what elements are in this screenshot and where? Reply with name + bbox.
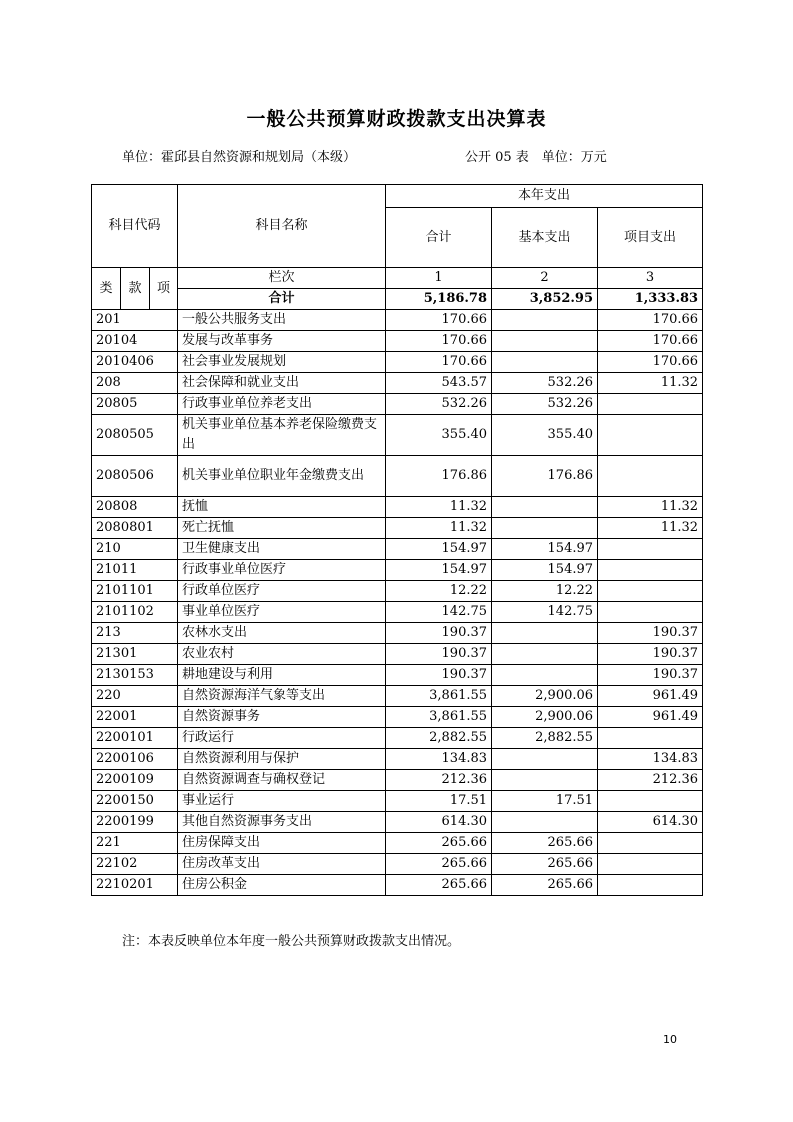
- row-project: [598, 415, 703, 456]
- header-subject-code: 科目代码: [92, 185, 178, 268]
- row-name: 社会保障和就业支出: [178, 373, 386, 394]
- table-row: [92, 623, 703, 644]
- row-basic: [492, 352, 598, 373]
- row-basic: 2,900.06: [492, 707, 598, 728]
- table-row: [92, 707, 703, 728]
- row-project: [598, 854, 703, 875]
- header-col3: 3: [598, 268, 703, 289]
- row-total: 134.83: [386, 749, 492, 770]
- header-col2: 2: [492, 268, 598, 289]
- row-basic: 12.22: [492, 581, 598, 602]
- row-total: 190.37: [386, 665, 492, 686]
- row-project: [598, 539, 703, 560]
- footnote: 注：本表反映单位本年度一般公共预算财政拨款支出情况。: [122, 934, 461, 949]
- row-total: 190.37: [386, 623, 492, 644]
- row-project: 190.37: [598, 644, 703, 665]
- row-name: 住房公积金: [178, 875, 386, 896]
- row-project: [598, 791, 703, 812]
- row-code: 2200109: [92, 770, 178, 791]
- table-row: [92, 539, 703, 560]
- row-total: 265.66: [386, 854, 492, 875]
- row-project: 961.49: [598, 686, 703, 707]
- row-project: 170.66: [598, 310, 703, 331]
- row-code: 2080506: [92, 456, 178, 497]
- row-code: 20104: [92, 331, 178, 352]
- row-code: 208: [92, 373, 178, 394]
- row-project: 961.49: [598, 707, 703, 728]
- row-basic: 154.97: [492, 539, 598, 560]
- row-basic: [492, 310, 598, 331]
- row-total: 12.22: [386, 581, 492, 602]
- row-basic: [492, 770, 598, 791]
- row-total: 142.75: [386, 602, 492, 623]
- row-project: 170.66: [598, 352, 703, 373]
- table-row: [92, 791, 703, 812]
- row-code: 22001: [92, 707, 178, 728]
- table-row: [92, 456, 703, 497]
- row-total: 2,882.55: [386, 728, 492, 749]
- row-code: 2200199: [92, 812, 178, 833]
- row-project: 134.83: [598, 749, 703, 770]
- expenditure-table: [91, 184, 703, 896]
- header-xiang: 项: [150, 268, 178, 310]
- row-code: 2200150: [92, 791, 178, 812]
- header-basic: 基本支出: [492, 208, 598, 268]
- table-row: [92, 833, 703, 854]
- row-total: 212.36: [386, 770, 492, 791]
- row-name: 自然资源海洋气象等支出: [178, 686, 386, 707]
- row-code: 201: [92, 310, 178, 331]
- row-basic: [492, 497, 598, 518]
- row-basic: [492, 331, 598, 352]
- row-name: 其他自然资源事务支出: [178, 812, 386, 833]
- row-total: 190.37: [386, 644, 492, 665]
- row-code: 21301: [92, 644, 178, 665]
- row-total: 355.40: [386, 415, 492, 456]
- row-total: 3,861.55: [386, 686, 492, 707]
- row-basic: 17.51: [492, 791, 598, 812]
- table-row: [92, 875, 703, 896]
- table-row: [92, 602, 703, 623]
- table-row: [92, 770, 703, 791]
- row-code: 221: [92, 833, 178, 854]
- row-code: 2200101: [92, 728, 178, 749]
- row-total: 17.51: [386, 791, 492, 812]
- header-project: 项目支出: [598, 208, 703, 268]
- table-row: [92, 812, 703, 833]
- header-lei: 类: [92, 268, 121, 310]
- row-code: 213: [92, 623, 178, 644]
- table-row: [92, 665, 703, 686]
- row-project: 614.30: [598, 812, 703, 833]
- row-name: 死亡抚恤: [178, 518, 386, 539]
- row-name: 机关事业单位职业年金缴费支出: [178, 456, 386, 497]
- row-project: [598, 394, 703, 415]
- header-col1: 1: [386, 268, 492, 289]
- row-code: 2080505: [92, 415, 178, 456]
- page-title: 一般公共预算财政拨款支出决算表: [246, 108, 547, 130]
- row-name: 行政运行: [178, 728, 386, 749]
- row-name: 一般公共服务支出: [178, 310, 386, 331]
- row-total: 170.66: [386, 352, 492, 373]
- row-basic: [492, 812, 598, 833]
- grand-total-basic: 3,852.95: [492, 289, 598, 310]
- row-project: 11.32: [598, 373, 703, 394]
- row-basic: [492, 518, 598, 539]
- row-name: 卫生健康支出: [178, 539, 386, 560]
- row-total: 11.32: [386, 497, 492, 518]
- row-project: [598, 560, 703, 581]
- row-basic: 2,900.06: [492, 686, 598, 707]
- row-total: 170.66: [386, 331, 492, 352]
- row-code: 20805: [92, 394, 178, 415]
- row-name: 农林水支出: [178, 623, 386, 644]
- row-total: 3,861.55: [386, 707, 492, 728]
- row-name: 行政事业单位医疗: [178, 560, 386, 581]
- row-project: [598, 456, 703, 497]
- header-kuan: 款: [121, 268, 150, 310]
- form-label: 公开 05 表 单位：万元: [465, 150, 607, 165]
- header-current-year-spending: 本年支出: [386, 185, 703, 208]
- row-name: 行政事业单位养老支出: [178, 394, 386, 415]
- row-code: 2080801: [92, 518, 178, 539]
- row-basic: 532.26: [492, 373, 598, 394]
- row-total: 11.32: [386, 518, 492, 539]
- row-code: 2101102: [92, 602, 178, 623]
- row-basic: [492, 749, 598, 770]
- row-total: 265.66: [386, 875, 492, 896]
- row-name: 住房改革支出: [178, 854, 386, 875]
- row-code: 2210201: [92, 875, 178, 896]
- row-project: [598, 602, 703, 623]
- row-code: 2101101: [92, 581, 178, 602]
- table-row: [92, 854, 703, 875]
- row-name: 社会事业发展规划: [178, 352, 386, 373]
- page-number: 10: [663, 1033, 677, 1046]
- table-row: [92, 310, 703, 331]
- row-code: 210: [92, 539, 178, 560]
- row-name: 住房保障支出: [178, 833, 386, 854]
- row-project: [598, 833, 703, 854]
- table-row: [92, 728, 703, 749]
- row-name: 自然资源利用与保护: [178, 749, 386, 770]
- row-total: 154.97: [386, 539, 492, 560]
- row-code: 20808: [92, 497, 178, 518]
- row-code: 2010406: [92, 352, 178, 373]
- table-row: [92, 497, 703, 518]
- row-basic: 355.40: [492, 415, 598, 456]
- table-row: [92, 394, 703, 415]
- row-project: 190.37: [598, 665, 703, 686]
- row-basic: 2,882.55: [492, 728, 598, 749]
- row-project: [598, 875, 703, 896]
- row-project: 11.32: [598, 497, 703, 518]
- table-row: [92, 749, 703, 770]
- table-row: [92, 415, 703, 456]
- row-code: 220: [92, 686, 178, 707]
- row-total: 543.57: [386, 373, 492, 394]
- row-project: [598, 581, 703, 602]
- table-row: [92, 686, 703, 707]
- row-name: 机关事业单位基本养老保险缴费支出: [178, 415, 386, 456]
- row-total: 154.97: [386, 560, 492, 581]
- row-total: 170.66: [386, 310, 492, 331]
- table-row: [92, 352, 703, 373]
- row-code: 2130153: [92, 665, 178, 686]
- table-row: [92, 560, 703, 581]
- row-total: 176.86: [386, 456, 492, 497]
- header-total: 合计: [386, 208, 492, 268]
- row-basic: [492, 644, 598, 665]
- row-project: 170.66: [598, 331, 703, 352]
- table-row: [92, 581, 703, 602]
- row-project: 190.37: [598, 623, 703, 644]
- row-project: 11.32: [598, 518, 703, 539]
- unit-label: 单位：霍邱县自然资源和规划局（本级）: [122, 150, 357, 165]
- row-basic: 176.86: [492, 456, 598, 497]
- table-row: [92, 331, 703, 352]
- grand-total-project: 1,333.83: [598, 289, 703, 310]
- row-basic: 154.97: [492, 560, 598, 581]
- row-name: 发展与改革事务: [178, 331, 386, 352]
- row-code: 2200106: [92, 749, 178, 770]
- row-total: 614.30: [386, 812, 492, 833]
- header-subject-name: 科目名称: [178, 185, 386, 268]
- row-code: 21011: [92, 560, 178, 581]
- grand-total-label: 合计: [178, 289, 386, 310]
- header-column-index: 栏次: [178, 268, 386, 289]
- row-name: 抚恤: [178, 497, 386, 518]
- row-name: 自然资源事务: [178, 707, 386, 728]
- row-basic: [492, 623, 598, 644]
- row-project: 212.36: [598, 770, 703, 791]
- row-total: 265.66: [386, 833, 492, 854]
- table-row: [92, 644, 703, 665]
- grand-total-row: [92, 289, 703, 310]
- grand-total-total: 5,186.78: [386, 289, 492, 310]
- row-name: 自然资源调查与确权登记: [178, 770, 386, 791]
- row-basic: 532.26: [492, 394, 598, 415]
- row-total: 532.26: [386, 394, 492, 415]
- row-basic: 142.75: [492, 602, 598, 623]
- row-name: 事业运行: [178, 791, 386, 812]
- row-name: 事业单位医疗: [178, 602, 386, 623]
- table-row: [92, 373, 703, 394]
- row-basic: 265.66: [492, 875, 598, 896]
- row-basic: [492, 665, 598, 686]
- row-name: 耕地建设与利用: [178, 665, 386, 686]
- row-code: 22102: [92, 854, 178, 875]
- row-name: 农业农村: [178, 644, 386, 665]
- row-basic: 265.66: [492, 854, 598, 875]
- row-project: [598, 728, 703, 749]
- table-row: [92, 518, 703, 539]
- row-basic: 265.66: [492, 833, 598, 854]
- row-name: 行政单位医疗: [178, 581, 386, 602]
